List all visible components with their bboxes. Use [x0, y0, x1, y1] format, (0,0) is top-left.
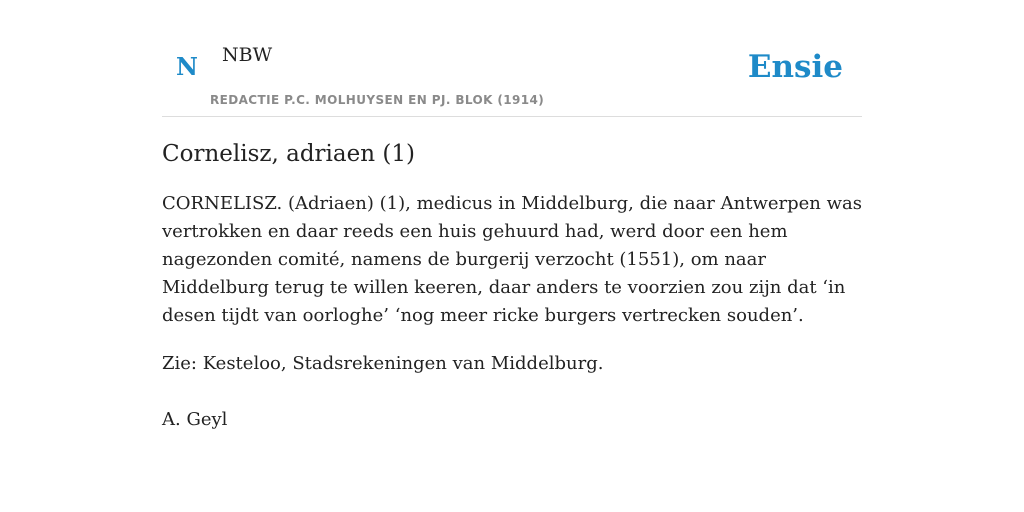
source-subtitle: REDACTIE P.C. MOLHUYSEN EN PJ. BLOK (1914)	[210, 93, 545, 107]
entry-reference: Zie: Kesteloo, Stadsrekeningen van Middelburg.	[162, 353, 604, 374]
source-logo[interactable]: N	[176, 52, 198, 81]
entry-body: CORNELISZ. (Adriaen) (1), medicus in Middelburg, die naar Antwerpen was vertrokken en daar reeds een huis gehuurd had, werd door een hem nagezonden comité, namens de burgerij verzocht (1551), om naar Middelburg terug te willen keeren, daar anders te voorzien zou zijn dat ‘in desen tijdt van oorloghe’ ‘nog meer ricke burgers vertrecken souden’.	[162, 193, 862, 326]
entry-author: A. Geyl	[162, 409, 228, 430]
source-title[interactable]: NBW	[222, 44, 273, 66]
entry-title: Cornelisz, adriaen (1)	[162, 141, 415, 167]
source-header	[162, 0, 862, 117]
brand-logo-link[interactable]: Ensie	[747, 49, 843, 85]
entry-content	[162, 138, 867, 434]
